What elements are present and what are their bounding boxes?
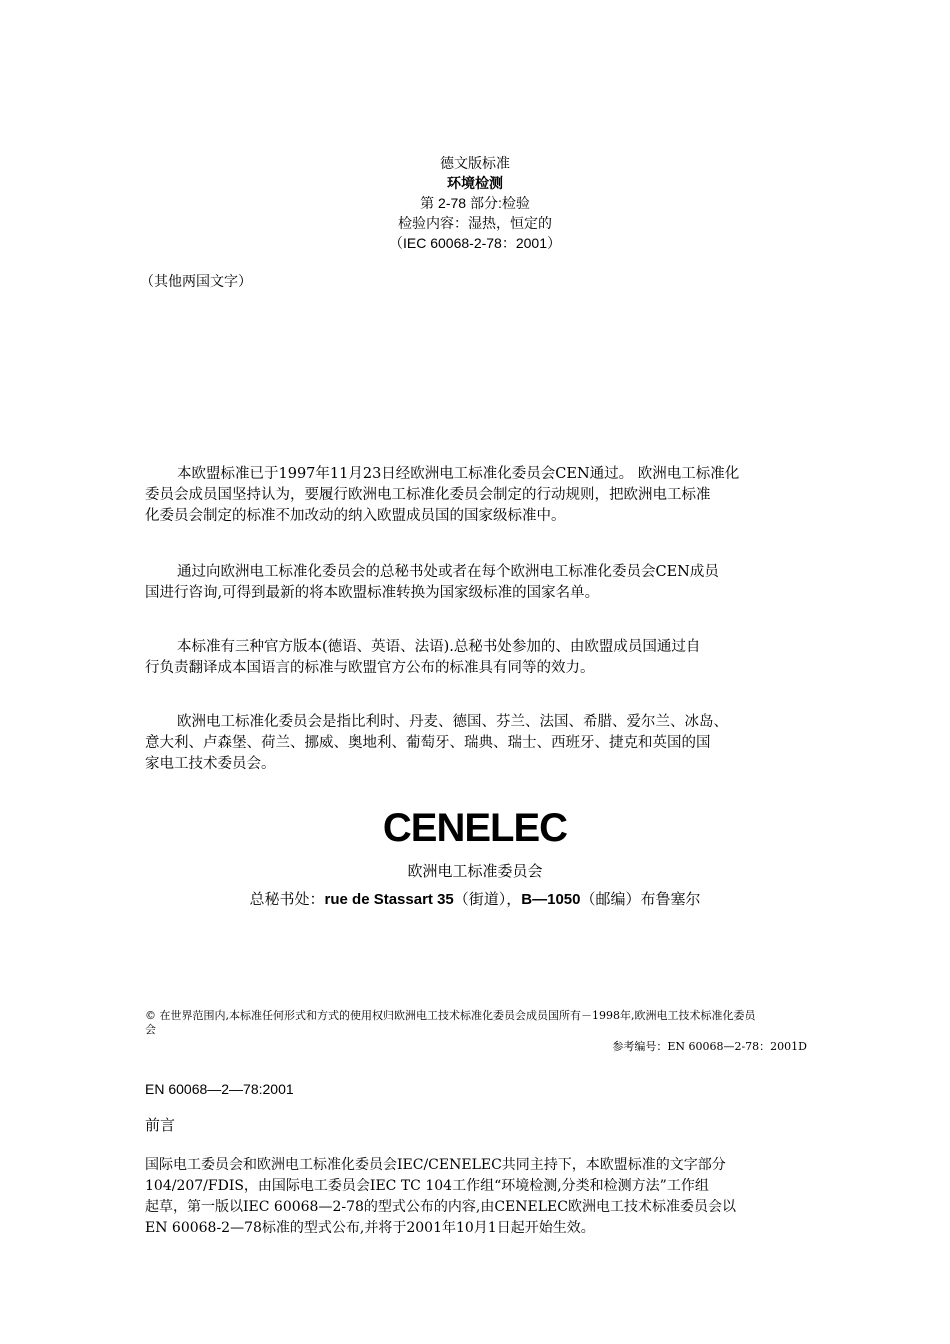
cenelec-subtitle: 欧洲电工标准委员会 [407, 862, 543, 880]
title-line-5: （IEC 60068-2-78：2001） [389, 235, 561, 251]
foreword-line: 国际电工委员会和欧洲电工标准化委员会IEC/CENELEC共同主持下，本欧盟标准的文字部分 [145, 1157, 726, 1173]
paragraph-1-line: 化委员会制定的标准不加改动的纳入欧盟成员国的国家级标准中。 [145, 508, 566, 524]
other-languages-note: （其他两国文字） [140, 274, 252, 290]
foreword-line: 起草，第一版以IEC 60068—2-78的型式公布的内容,由CENELEC欧洲电工技术标准委员会以 [145, 1199, 736, 1215]
reference-number: 参考编号：EN 60068—2-78：2001D [612, 1040, 807, 1053]
address-prefix: 总秘书处： [249, 890, 325, 908]
paragraph-2 [145, 562, 810, 604]
paragraph-4-line: 家电工技术委员会。 [145, 756, 276, 772]
document-number: EN 60068—2—78:2001 [145, 1081, 294, 1097]
foreword-line: 104/207/FDIS，由国际电工委员会IEC TC 104工作组“环境检测,分类和检测方法”工作组 [145, 1178, 709, 1194]
title-line-2: 环境检测 [447, 175, 503, 191]
title-line-4: 检验内容：湿热，恒定的 [398, 215, 552, 231]
title-line-1: 德文版标准 [440, 155, 510, 171]
foreword-body [145, 1155, 810, 1239]
paragraph-4 [145, 712, 810, 775]
copyright-line-2: 会 [145, 1023, 156, 1036]
paragraph-4-line: 意大利、卢森堡、荷兰、挪威、奥地利、葡萄牙、瑞典、瑞士、西班牙、捷克和英国的国 [145, 735, 711, 751]
paragraph-3-line: 行负责翻译成本国语言的标准与欧盟官方公布的标准具有同等的效力。 [145, 660, 595, 676]
paragraph-1-line: 本欧盟标准已于1997年11月23日经欧洲电工标准化委员会CEN通过。 欧洲电工标准化 [177, 466, 740, 482]
paragraph-2-line: 通过向欧洲电工标准化委员会的总秘书处或者在每个欧洲电工标准化委员会CEN成员 [177, 564, 719, 580]
address-street-note: （街道）， [453, 890, 522, 908]
title-line-3: 第 2-78 部分:检验 [420, 195, 530, 211]
paragraph-1 [145, 464, 810, 527]
copyright-line-1: © 在世界范围内,本标准任何形式和方式的使用权归欧洲电工技术标准化委员会成员国所有－1998年,欧洲电工技术标准化委员 [145, 1009, 756, 1022]
address-postcode-note: （邮编）布鲁塞尔 [580, 890, 701, 908]
cenelec-logo: CENELEC [382, 806, 568, 850]
paragraph-4-line: 欧洲电工标准化委员会是指比利时、丹麦、德国、芬兰、法国、希腊、爱尔兰、冰岛、 [177, 714, 728, 730]
paragraph-1-line: 委员会成员国坚持认为，要履行欧洲电工标准化委员会制定的行动规则，把欧洲电工标准 [145, 487, 711, 503]
foreword-line: EN 60068-2—78标准的型式公布,并将于2001年10月1日起开始生效。 [145, 1220, 595, 1236]
foreword-heading: 前言 [145, 1116, 176, 1134]
cenelec-address [0, 888, 950, 911]
address-postcode: B—1050 [521, 891, 581, 908]
paragraph-3-line: 本标准有三种官方版本(德语、英语、法语).总秘书处参加的、由欧盟成员国通过自 [177, 639, 701, 655]
paragraph-2-line: 国进行咨询,可得到最新的将本欧盟标准转换为国家级标准的国家名单。 [145, 585, 600, 601]
address-street: rue de Stassart 35 [324, 891, 454, 908]
paragraph-3 [145, 637, 810, 679]
